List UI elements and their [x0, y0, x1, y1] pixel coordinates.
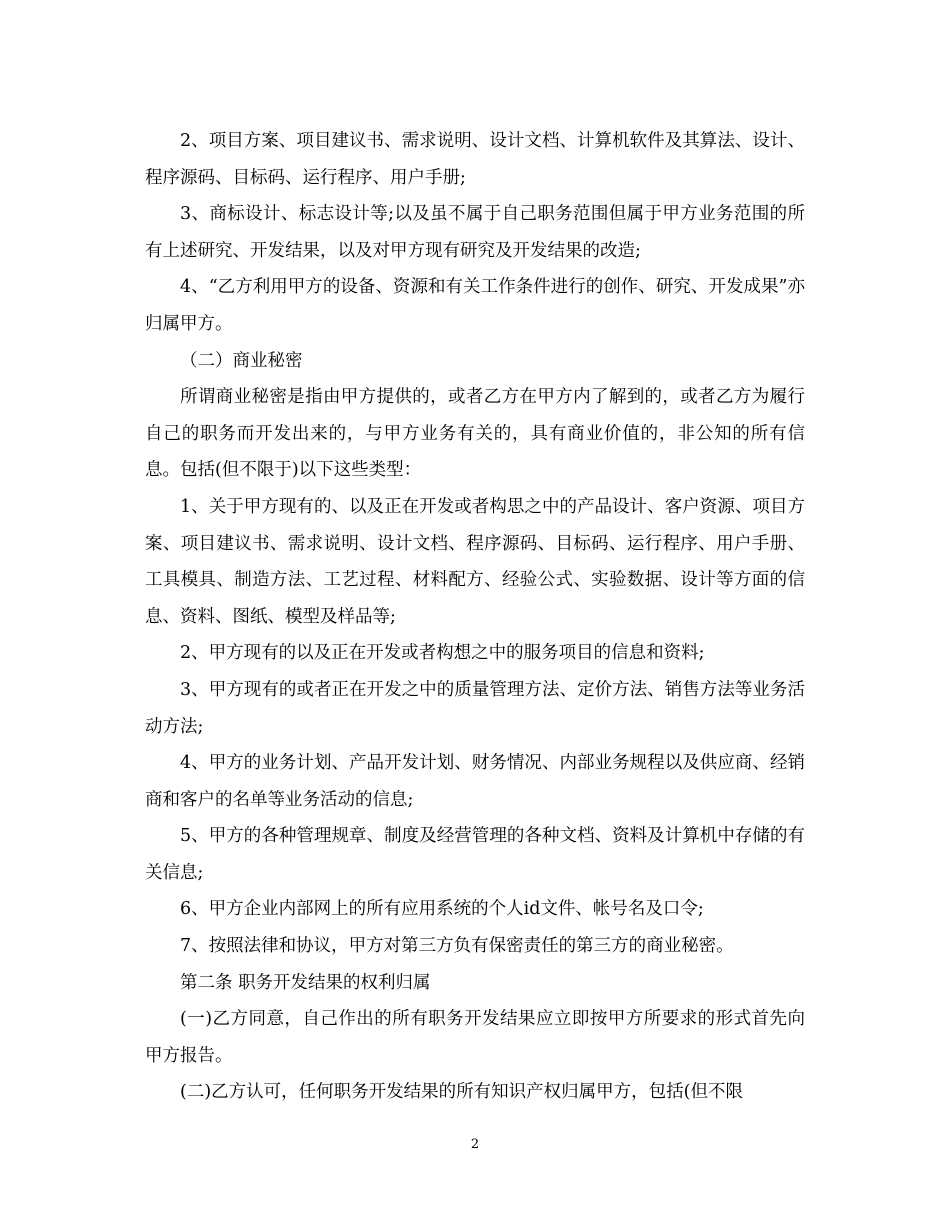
paragraph-item-2-software: 2、项目方案、项目建议书、需求说明、设计文档、计算机软件及其算法、设计、程序源码、目标码、运行程序、用户手册;: [145, 131, 805, 188]
paragraph-trade-secret-definition: 所谓商业秘密是指由甲方提供的，或者乙方在甲方内了解到的，或者乙方为履行自己的职务而开发出来的，与甲方业务有关的，具有商业价值的，非公知的所有信息。包括(但不限于)以下这些类型：: [145, 387, 805, 481]
paragraph-item-3-trademark: 3、商标设计、标志设计等;以及虽不属于自己职务范围但属于甲方业务范围的所有上述研究、开发结果，以及对甲方现有研究及开发结果的改造;: [145, 204, 805, 261]
paragraph-article-2-clause-2: (二)乙方认可，任何职务开发结果的所有知识产权归属甲方，包括(但不限: [180, 1082, 743, 1103]
article-heading-2: 第二条 职务开发结果的权利归属: [180, 972, 431, 993]
paragraph-secret-item-4: 4、甲方的业务计划、产品开发计划、财务情况、内部业务规程以及供应商、经销商和客户的名单等业务活动的信息;: [145, 753, 805, 810]
paragraph-secret-item-3: 3、甲方现有的或者正在开发之中的质量管理方法、定价方法、销售方法等业务活动方法;: [145, 679, 805, 737]
page-number: 2: [470, 1137, 480, 1152]
paragraph-secret-item-1: 1、关于甲方现有的、以及正在开发或者构思之中的产品设计、客户资源、项目方案、项目建议书、需求说明、设计文档、程序源码、目标码、运行程序、用户手册、工具模具、制造方法、工艺过程、材料配方、经验公式、实验数据、设计等方面的信息、资料、图纸、模型及样品等;: [145, 496, 805, 627]
paragraph-secret-item-5: 5、甲方的各种管理规章、制度及经营管理的各种文档、资料及计算机中存储的有关信息;: [145, 826, 805, 883]
document-body: [145, 123, 805, 1111]
section-heading-trade-secrets: （二）商业秘密: [180, 350, 303, 371]
paragraph-secret-item-6: 6、甲方企业内部网上的所有应用系统的个人id文件、帐号名及口令;: [180, 899, 704, 920]
paragraph-article-2-clause-1: (一)乙方同意，自己作出的所有职务开发结果应立即按甲方所要求的形式首先向甲方报告。: [145, 1009, 805, 1066]
paragraph-item-4-equipment-results: 4、“乙方利用甲方的设备、资源和有关工作条件进行的创作、研究、开发成果”亦归属甲方。: [145, 277, 805, 334]
paragraph-secret-item-7: 7、按照法律和协议，甲方对第三方负有保密责任的第三方的商业秘密。: [180, 936, 734, 957]
paragraph-secret-item-2: 2、甲方现有的以及正在开发或者构想之中的服务项目的信息和资料;: [180, 643, 705, 664]
